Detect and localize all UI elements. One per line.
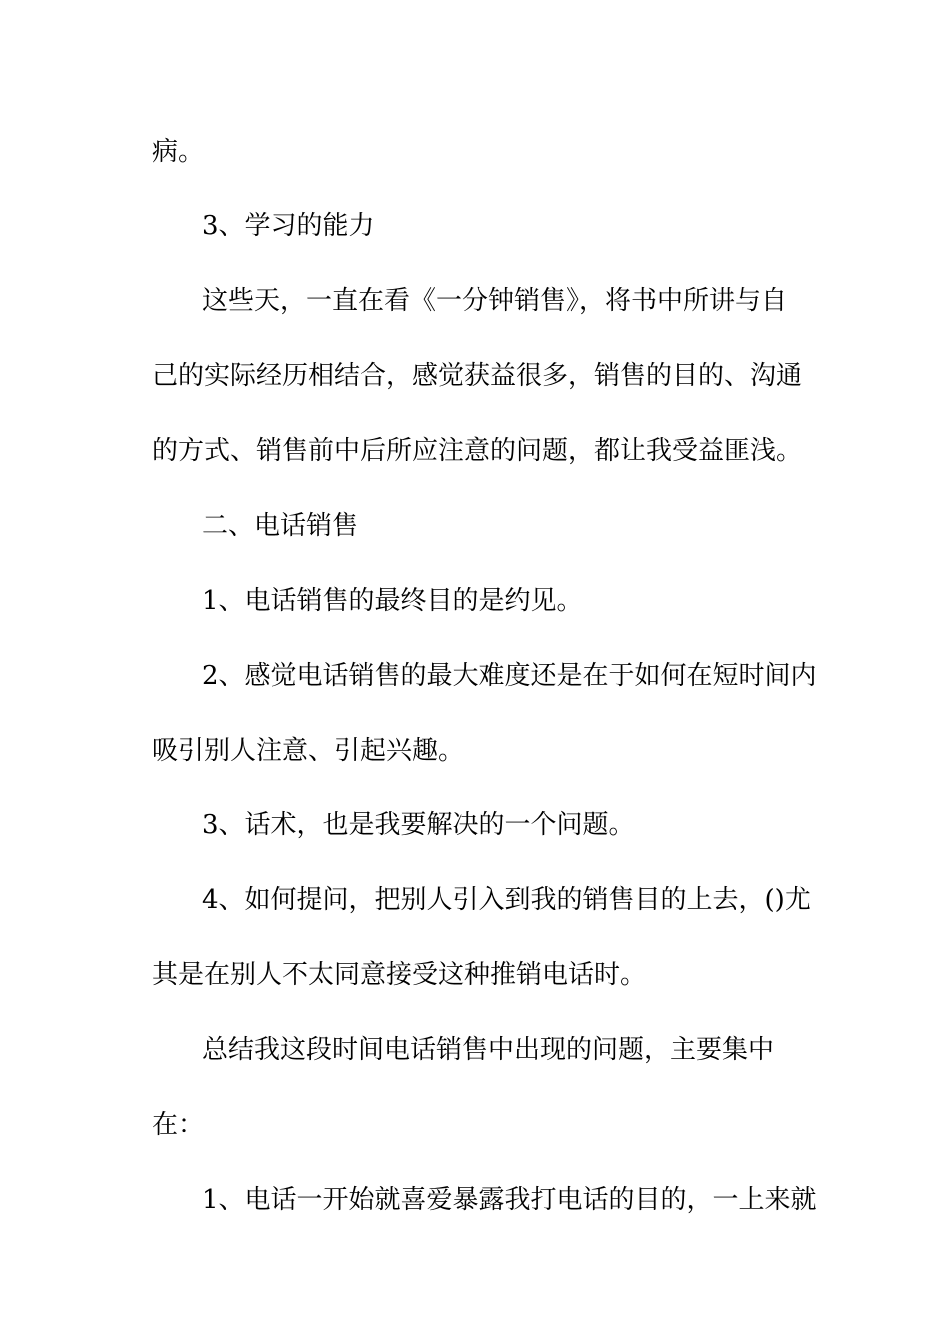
text-line-15: 1、电话一开始就喜爱暴露我打电话的目的，一上来就 xyxy=(202,1185,817,1215)
text-line-13: 总结我这段时间电话销售中出现的问题，主要集中 xyxy=(202,1035,775,1065)
text-line-3: 这些天，一直在看《一分钟销售》，将书中所讲与自 xyxy=(202,286,788,316)
text-line-1: 病。 xyxy=(152,137,205,167)
text-line-12: 其是在别人不太同意接受这种推销电话时。 xyxy=(152,960,647,990)
section-heading: 二、电话销售 xyxy=(202,511,359,541)
text-line-9: 吸引别人注意、引起兴趣。 xyxy=(152,736,465,766)
text-line-2: 3、学习的能力 xyxy=(202,211,375,241)
text-line-14: 在： xyxy=(152,1110,205,1140)
text-line-4: 己的实际经历相结合，感觉获益很多，销售的目的、沟通 xyxy=(152,361,803,391)
text-line-5: 的方式、销售前中后所应注意的问题，都让我受益匪浅。 xyxy=(152,436,803,466)
text-line-11: 4、如何提问，把别人引入到我的销售目的上去，()尤 xyxy=(202,885,811,915)
text-line-10: 3、话术，也是我要解决的一个问题。 xyxy=(202,810,635,840)
text-line-7: 1、电话销售的最终目的是约见。 xyxy=(202,586,583,616)
text-line-8: 2、感觉电话销售的最大难度还是在于如何在短时间内 xyxy=(202,661,817,691)
